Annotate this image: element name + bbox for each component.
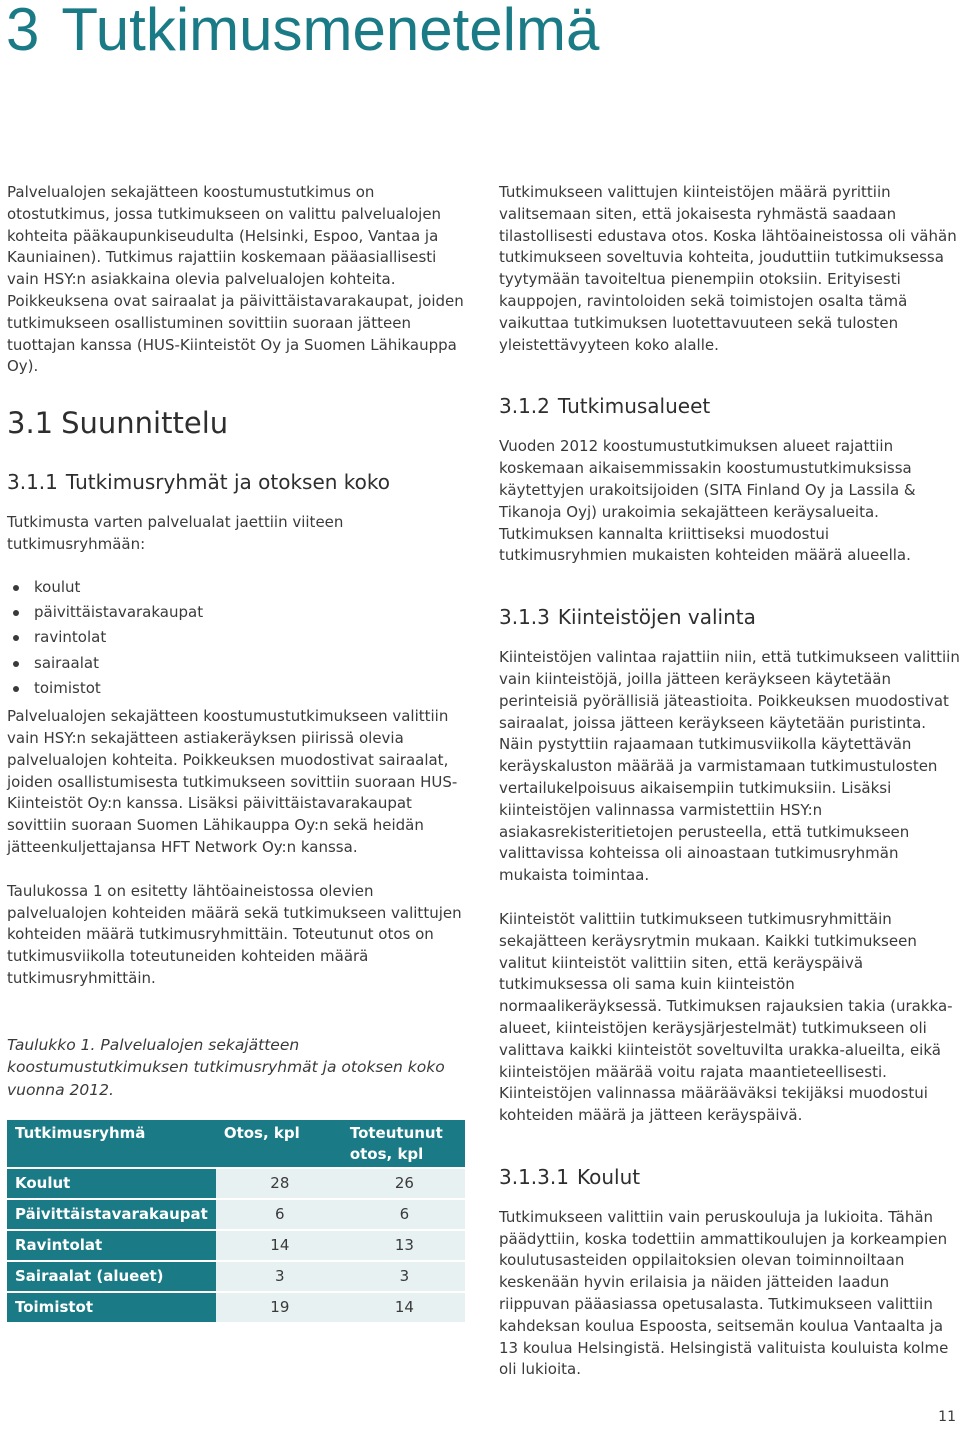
- header-group: Tutkimusryhmä: [7, 1120, 216, 1168]
- row-realized: 14: [344, 1292, 465, 1322]
- header-realized: Toteutunut otos, kpl: [344, 1120, 465, 1168]
- chapter-number: 3: [6, 0, 40, 63]
- paragraph: Kiinteistöjen valintaa rajattiin niin, että tutkimukseen valittiin vain kiinteistöjä, joilla jätteen keräykseen käytetään perinteisiä pyörällisiä jäteastioita. Poikkeuksen muodostivat sairaalat, joissa jätteen keräykseen käytetään puristinta. Näin pystyttiin rajaamaan tutkimusviikolla käytettävän keräyskaluston määrää ja varmistamaan tutkimustulosten vertailukelpoisuus aikaisempiin tutkimuksiin. Lisäksi kiinteistöjen valinnassa varmistettiin HSY:n asiakasrekisteritietojen perusteella, että tutkimukseen valittavissa kohteissa oli ainoastaan tutkimusryhmän mukaista toimintaa.: [499, 648, 960, 885]
- subsection-heading: [499, 393, 960, 419]
- table-row: [7, 1199, 465, 1230]
- table-caption: Taulukko 1. Palvelualojen sekajätteen koostumustutkimuksen tutkimusryhmät ja otoksen koko vuonna 2012.: [7, 1035, 445, 1099]
- paragraph: Palvelualojen sekajätteen koostumustutkimukseen valittiin vain HSY:n sekajätteen astiakeräyksen piirissä olevia palvelualojen kohteita. Poikkeuksen muodostivat sairaalat, joiden osallistumisesta tutkimukseen sovittiin suoraan HUS-Kiinteistöt Oy:n kanssa. Lisäksi päivittäistavarakaupat sovittiin suoraan Suomen Lähikauppa Oy:n sekä heidän jätteenkuljettajansa HFT Network Oy:n kanssa.: [7, 707, 458, 857]
- table-row: [7, 1292, 465, 1322]
- subsection-number: 3.1.1: [7, 470, 58, 495]
- left-column: [7, 182, 469, 1322]
- header-sample: Otos, kpl: [216, 1120, 344, 1168]
- paragraph: Taulukossa 1 on esitetty lähtöaineistossa olevien palvelualojen kohteiden määrä sekä tutkimukseen valittujen kohteiden määrä tutkimusryhmittäin. Toteutunut otos on tutkimusviikolla toteutuneiden kohteiden määrä tutkimusryhmittäin.: [7, 881, 462, 988]
- paragraph: Kiinteistöt valittiin tutkimukseen tutkimusryhmittäin sekajätteen keräysrytmin mukaan. Kaikki tutkimukseen valitut kiinteistöt valittiin siten, että keräyspäivä tutkimuksessa oli sama kuin kiinteistön normaalikeräyksessä. Tutkimuksen rajauksien takia (urakka-alueet, kiinteistöjen keräysjärjestelmät) tutkimukseen oli valittava kaikki kiinteistöt soveltuvilta urakka-alueilta, eikä kiinteistöjen määrää voitu rajata maantieteellisesti. Kiinteistöjen valinnassa määrääväksi tekijäksi muodostui kohteiden määrä ja jätteen keräyspäivä.: [499, 909, 953, 1125]
- subsection-title: Koulut: [576, 1164, 641, 1189]
- paragraph: Tutkimukseen valittiin vain peruskouluja ja lukioita. Tähän päädyttiin, koska todettiin ammattikoulujen ja korkeampien koulutusasteiden oppilaitoksien olevan toiminnoiltaan keskenään hyvin erilaisia ja näiden jätteiden laadun riippuvan pääasiassa opetusalasta. Tutkimukseen valittiin kahdeksan koulua Espoosta, seitsemän koulua Vantaalta ja 13 koulua Helsingistä. Helsingistä valituista kouluista kolme oli lukioita.: [499, 1207, 949, 1379]
- row-sample: 3: [216, 1261, 344, 1292]
- groups-list: [7, 575, 469, 701]
- row-sample: 19: [216, 1292, 344, 1322]
- subsection-title: Tutkimusryhmät ja otoksen koko: [65, 470, 391, 495]
- subsection-number: 3.1.2: [499, 394, 550, 419]
- table-row: [7, 1168, 465, 1199]
- table-row: [7, 1261, 465, 1292]
- subsection-title: Kiinteistöjen valinta: [557, 605, 756, 630]
- row-sample: 6: [216, 1199, 344, 1230]
- subsection-number: 3.1.3: [499, 605, 550, 630]
- list-item: sairaalat: [7, 651, 469, 676]
- right-column: [499, 182, 960, 1381]
- intro-paragraph: Palvelualojen sekajätteen koostumustutkimus on otostutkimus, jossa tutkimukseen on valittu palvelualojen kohteita pääkaupunkiseudulta (Helsinki, Espoo, Vantaa ja Kauniainen). Tutkimus rajattiin koskemaan pääasiallisesti vain HSY:n asiakkaina olevia palvelualojen kohteita. Poikkeuksena ovat sairaalat ja päivittäistavarakaupat, joiden tutkimukseen osallistuminen sovittiin suoraan jätteen tuottajan kanssa (HUS-Kiinteistöt Oy ja Suomen Lähikauppa Oy).: [7, 183, 464, 376]
- subsection-title: Tutkimusalueet: [557, 394, 711, 419]
- row-label: Toimistot: [7, 1292, 216, 1322]
- row-realized: 13: [344, 1230, 465, 1261]
- sample-table: [7, 1120, 465, 1322]
- chapter-heading: [6, 0, 599, 70]
- page-number: 11: [938, 1409, 956, 1425]
- paragraph: Tutkimukseen valittujen kiinteistöjen määrä pyrittiin valitsemaan siten, että jokaisesta ryhmästä saadaan tilastollisesti edustava otos. Koska lähtöaineistossa oli vähän tutkimukseen soveltuvia kohteita, jouduttiin tutkimuksessa tyytymään tavoiteltua pienempiin otoksiin. Erityisesti kauppojen, ravintoloiden sekä toimistojen osalta tämä vaikuttaa tutkimuksen luotettavuuteen sekä tulosten yleistettävyyteen koko alalle.: [499, 183, 957, 354]
- row-sample: 14: [216, 1230, 344, 1261]
- list-item: ravintolat: [7, 625, 469, 650]
- row-label: Päivittäistavarakaupat: [7, 1199, 216, 1230]
- row-sample: 28: [216, 1168, 344, 1199]
- list-item: toimistot: [7, 676, 469, 701]
- table-row: [7, 1230, 465, 1261]
- subsection-number: 3.1.3.1: [499, 1164, 569, 1189]
- subsection-heading: [499, 604, 960, 630]
- row-label: Ravintolat: [7, 1230, 216, 1261]
- groups-intro: Tutkimusta varten palvelualat jaettiin viiteen tutkimusryhmään:: [7, 513, 344, 553]
- section-heading: [7, 405, 469, 441]
- row-label: Koulut: [7, 1168, 216, 1199]
- section-title: Suunnittelu: [61, 406, 229, 441]
- row-realized: 26: [344, 1168, 465, 1199]
- row-label: Sairaalat (alueet): [7, 1261, 216, 1292]
- paragraph: Vuoden 2012 koostumustutkimuksen alueet rajattiin koskemaan aikaisemmissakin koostumustutkimuksissa käytettyjen urakoitsijoiden (SITA Finland Oy ja Lassila & Tikanoja Oyj) urakoimia sekajätteen keräysalueita. Tutkimuksen kannalta kriittiseksi muodostui tutkimusryhmien mukaisten kohteiden määrä alueella.: [499, 437, 916, 565]
- subsection-heading: [7, 469, 469, 495]
- list-item: päivittäistavarakaupat: [7, 600, 469, 625]
- section-number: 3.1: [7, 406, 54, 441]
- row-realized: 3: [344, 1261, 465, 1292]
- subsection-heading: [499, 1164, 960, 1190]
- row-realized: 6: [344, 1199, 465, 1230]
- list-item: koulut: [7, 575, 469, 600]
- table-header-row: [7, 1120, 465, 1168]
- chapter-title: Tutkimusmenetelmä: [61, 0, 600, 63]
